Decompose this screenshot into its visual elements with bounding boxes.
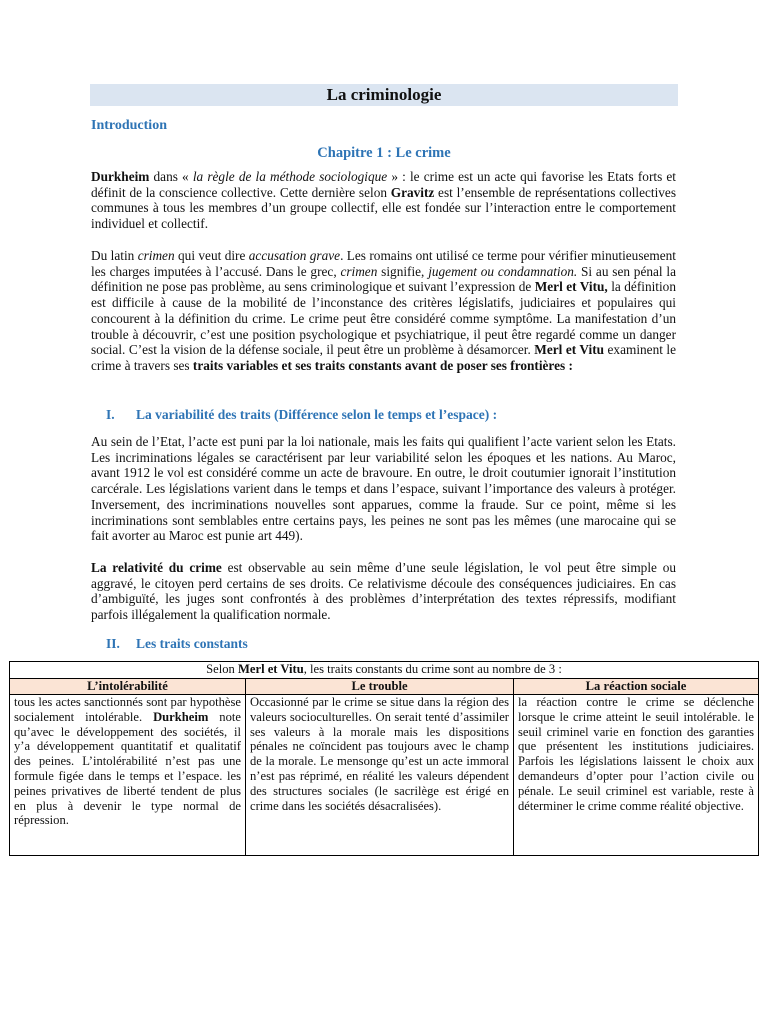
author-gravitz: Gravitz [390, 184, 435, 200]
emphasis-text: La relativité du crime [91, 560, 222, 575]
section-label: La variabilité des traits (Différence selon le temps et l’espace) : [136, 407, 498, 422]
term: accusation grave [248, 248, 341, 263]
section-number: I. [106, 407, 115, 422]
text: note qu’avec le développement des sociétés, il y’a développement quantitatif et qualitatif des peines. L’intolérabilité n’est pas une formule figée dans le temps et l’espace. les peines privatives de liberté tendent de plus en plus à devenir le type normal de répression. [14, 709, 241, 828]
cell-intolerabilite [10, 695, 246, 856]
paragraph-variabilite: Au sein de l’Etat, l’acte est puni par la loi nationale, mais les faits qui qualifient l’acte varient selon les Etats. Les incriminations légales se caractérisent par leur variabilité selon les époques et les nations. Au Maroc, avant 1912 le vol est considéré comme un acte de bravoure. En outre, le droit coutumier ignorait l’institution carcérale. Les législations varient dans le temps et dans l’espace, suivant l’importance des valeurs à protéger. Inversement, des incriminations nouvelles sont apparues, comme la fraude. Sur ce point, même si les incriminations sont semblables entre certains pays, les peines ne sont pas les mêmes (une marocaine qui se fait avorter au Maroc est punie art 449). [91, 434, 676, 544]
term: crimen [137, 248, 175, 263]
table-intro-row [10, 662, 759, 679]
header-reaction-sociale: La réaction sociale [514, 679, 759, 695]
section-label: Les traits constants [136, 636, 248, 651]
text: Du latin [91, 248, 138, 263]
table-header-row [10, 679, 759, 695]
text: est observable au sein même d’une seule législation, le vol peut être simple ou aggravé, le citoyen perd certains de ses droits. Ce relativisme découle des conséquences judiciaires. En cas d’ambiguïté, les juges sont confrontés à des problèmes d’interprétation des textes répressifs, modifiant parfois illégalement la qualification normale. [91, 560, 676, 623]
cell-reaction-sociale: la réaction contre le crime se déclenche lorsque le crime atteint le seuil intolérable. le seuil criminel varie en fonction des garanties que présentent les institutions judiciaires. Parfois les législations laissent le choix aux demandeurs d’opter pour l’action civile ou pénale. Le seuil criminel est variable, reste à déterminer le crime comme réalité objective. [514, 695, 759, 856]
term: jugement ou condamnation. [428, 263, 578, 279]
title-text: La criminologie [326, 85, 442, 104]
text: signifie, [377, 263, 429, 279]
table-row [10, 695, 759, 856]
author-merl-vitu: Merl et Vitu [238, 662, 304, 676]
paragraph-etymology [91, 248, 676, 374]
text: , les traits constants du crime sont au nombre de 3 : [303, 662, 562, 676]
header-intolerabilite: L’intolérabilité [10, 679, 246, 695]
text: est l’ensemble de représentations collectives communes à tous les membres d’un groupe collectif, elle est fondée sur l’interaction entre le comportement individuel et collectif. [91, 184, 677, 232]
author-merl-vitu: Merl et Vitu, [534, 279, 608, 295]
text: Selon [206, 662, 238, 676]
text: . Les romains ont utilisé ce terme pour vérifier minutieusement les charges imputées à l’accusé. Dans le grec, [91, 248, 676, 279]
table-intro-cell [10, 662, 759, 679]
page-title [90, 84, 678, 106]
cell-trouble: Occasionné par le crime se situe dans la région des valeurs socioculturelles. On serait tenté d’assimiler ses valeurs à la morale mais les dispositions pénales ne coïncident pas toujours avec le champ de la morale. Le mensonge qu’est un acte immoral n’est pas réprimé, en réalité les valeurs dépendent des structures sociales (le sacrilège est érigé en crime dans les sociétés désacralisées). [246, 695, 514, 856]
text: qui veut dire [174, 248, 249, 263]
section-heading-1 [106, 407, 497, 423]
chapter-heading: Chapitre 1 : Le crime [317, 145, 451, 161]
author-durkheim: Durkheim [153, 709, 209, 724]
header-trouble: Le trouble [246, 679, 514, 695]
paragraph-relativite [91, 560, 676, 623]
section-number: II. [106, 636, 120, 651]
author-merl-vitu: Merl et Vitu [534, 342, 605, 358]
section-heading-2 [106, 636, 248, 652]
text: » : le crime est un acte qui favorise les Etats forts et définit de la conscience collective. Cette dernière selon [91, 169, 676, 200]
text: examinent le crime à travers ses [91, 342, 676, 373]
introduction-heading: Introduction [91, 118, 167, 133]
text: la définition est difficile à cause de la mobilité de l’inconstance des critères législatifs, judiciaires et populaires qui concourent à la définition du crime. Le crime peut être considéré comme symptôme. La manifestation d’un trouble à découvrir, c’est une position psychologique et psychiatrique, il peut être regardé comme un danger social. C’est la vision de la défense sociale, il peut être un problème à désamorcer. [91, 279, 676, 358]
author-durkheim: Durkheim [91, 169, 150, 184]
text: tous les actes sanctionnés sont par hypothèse socialement intolérable. [14, 695, 241, 724]
traits-table [9, 661, 759, 856]
paragraph-durkheim [91, 169, 676, 232]
term: crimen [340, 263, 378, 279]
text: Si au sen pénal la définition ne pose pas problème, au sens criminologique et suivant l’expression de [91, 263, 676, 295]
work-title: la règle de la méthode sociologique [192, 169, 388, 184]
emphasis-text: traits variables et ses traits constants avant de poser ses frontières : [192, 357, 573, 373]
text: dans « [149, 169, 193, 184]
